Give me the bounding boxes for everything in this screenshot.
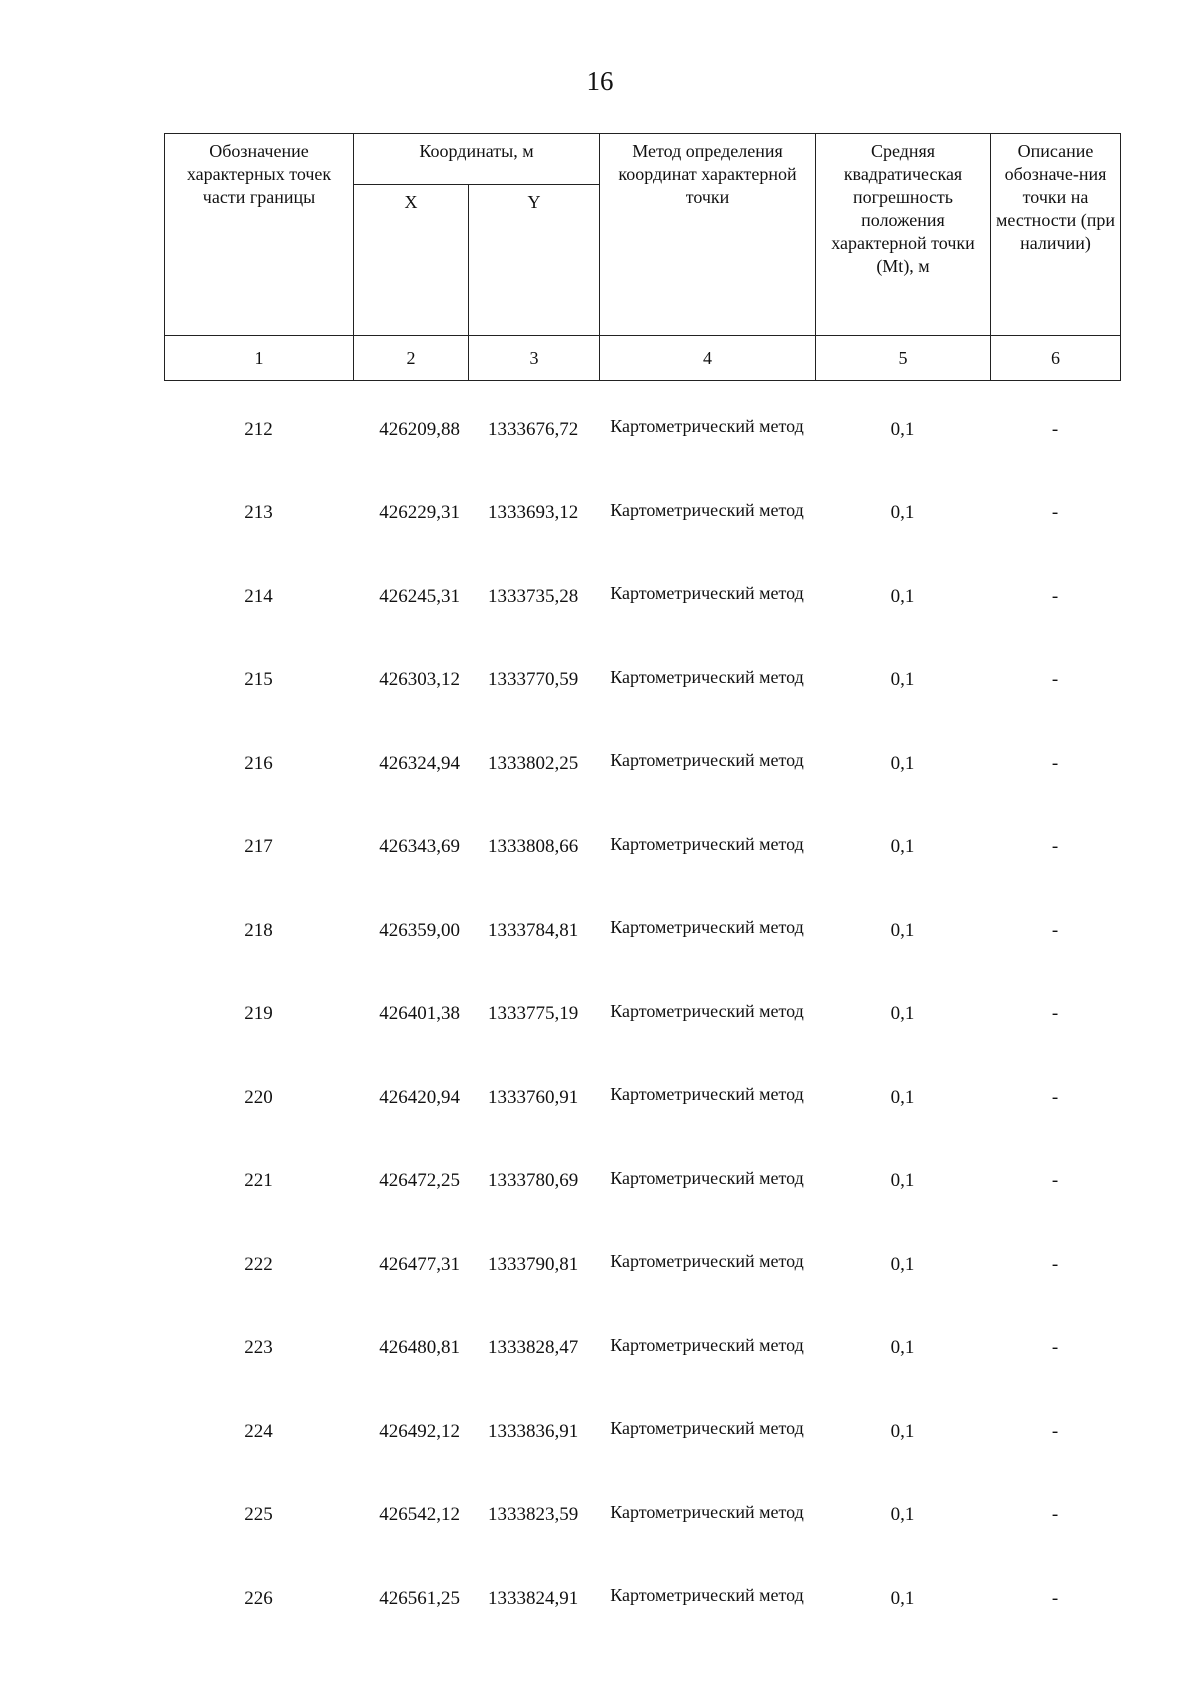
y-cell: 1333770,59 xyxy=(488,669,579,691)
y-cell: 1333790,81 xyxy=(488,1253,579,1275)
description-cell: - xyxy=(1051,1253,1059,1275)
header-y: Y xyxy=(469,185,600,336)
description-cell: - xyxy=(1051,1086,1059,1108)
error-cell: 0,1 xyxy=(890,1420,915,1442)
y-cell: 1333802,25 xyxy=(488,752,579,774)
y-cell: 1333780,69 xyxy=(488,1170,579,1192)
header-description: Описание обозначе-ния точки на местности (при наличии) xyxy=(991,134,1121,336)
x-cell: 426324,94 xyxy=(379,752,460,774)
method-cell: Картометрический метод xyxy=(610,1418,804,1439)
header-point-designation: Обозначение характерных точек части границы xyxy=(165,134,354,336)
x-cell: 426480,81 xyxy=(379,1337,460,1359)
method-cell: Картометрический метод xyxy=(610,1084,804,1105)
y-cell: 1333824,91 xyxy=(488,1587,579,1609)
header-method: Метод определения координат характерной точки xyxy=(600,134,816,336)
error-cell: 0,1 xyxy=(890,669,915,691)
method-cell: Картометрический метод xyxy=(610,1585,804,1606)
description-cell: - xyxy=(1051,836,1059,858)
x-cell: 426561,25 xyxy=(379,1587,460,1609)
table-row xyxy=(164,472,1120,556)
method-cell: Картометрический метод xyxy=(610,833,804,854)
header-number: 4 xyxy=(600,336,816,381)
method-cell: Картометрический метод xyxy=(610,1501,804,1522)
table-row xyxy=(164,1474,1120,1558)
header-number: 3 xyxy=(469,336,600,381)
description-cell: - xyxy=(1051,1504,1059,1526)
error-cell: 0,1 xyxy=(890,1337,915,1359)
error-cell: 0,1 xyxy=(890,919,915,941)
table-row xyxy=(164,1307,1120,1391)
point-cell: 219 xyxy=(244,1003,273,1025)
method-cell: Картометрический метод xyxy=(610,917,804,938)
point-cell: 225 xyxy=(244,1504,273,1526)
method-cell: Картометрический метод xyxy=(610,416,804,437)
method-cell: Картометрический метод xyxy=(610,1000,804,1021)
header-number: 2 xyxy=(354,336,469,381)
error-cell: 0,1 xyxy=(890,585,915,607)
description-cell: - xyxy=(1051,1337,1059,1359)
error-cell: 0,1 xyxy=(890,1086,915,1108)
point-cell: 222 xyxy=(244,1253,273,1275)
method-cell: Картометрический метод xyxy=(610,583,804,604)
x-cell: 426209,88 xyxy=(379,418,460,440)
point-cell: 218 xyxy=(244,919,273,941)
x-cell: 426420,94 xyxy=(379,1086,460,1108)
table-row xyxy=(164,639,1120,723)
error-cell: 0,1 xyxy=(890,418,915,440)
y-cell: 1333693,12 xyxy=(488,502,579,524)
x-cell: 426492,12 xyxy=(379,1420,460,1442)
table-row xyxy=(164,388,1120,472)
header-number: 5 xyxy=(816,336,991,381)
method-cell: Картометрический метод xyxy=(610,1334,804,1355)
point-cell: 226 xyxy=(244,1587,273,1609)
table-header xyxy=(164,133,1121,381)
point-cell: 213 xyxy=(244,502,273,524)
point-cell: 214 xyxy=(244,585,273,607)
error-cell: 0,1 xyxy=(890,1170,915,1192)
point-cell: 223 xyxy=(244,1337,273,1359)
description-cell: - xyxy=(1051,418,1059,440)
header-error: Средняя квадратическая погрешность положения характерной точки (Mt), м xyxy=(816,134,991,336)
header-number: 1 xyxy=(165,336,354,381)
description-cell: - xyxy=(1051,1003,1059,1025)
description-cell: - xyxy=(1051,669,1059,691)
x-cell: 426229,31 xyxy=(379,502,460,524)
error-cell: 0,1 xyxy=(890,502,915,524)
x-cell: 426303,12 xyxy=(379,669,460,691)
table-row xyxy=(164,806,1120,890)
point-cell: 215 xyxy=(244,669,273,691)
x-cell: 426401,38 xyxy=(379,1003,460,1025)
x-cell: 426477,31 xyxy=(379,1253,460,1275)
x-cell: 426359,00 xyxy=(379,919,460,941)
table-row xyxy=(164,1390,1120,1474)
y-cell: 1333823,59 xyxy=(488,1504,579,1526)
method-cell: Картометрический метод xyxy=(610,1167,804,1188)
description-cell: - xyxy=(1051,752,1059,774)
table-row xyxy=(164,889,1120,973)
y-cell: 1333775,19 xyxy=(488,1003,579,1025)
header-x: X xyxy=(354,185,469,336)
point-cell: 224 xyxy=(244,1420,273,1442)
y-cell: 1333828,47 xyxy=(488,1337,579,1359)
method-cell: Картометрический метод xyxy=(610,1251,804,1272)
header-coordinates: Координаты, м xyxy=(354,134,600,185)
point-cell: 216 xyxy=(244,752,273,774)
x-cell: 426245,31 xyxy=(379,585,460,607)
table-row xyxy=(164,555,1120,639)
coordinates-table xyxy=(164,388,1120,1641)
table-row xyxy=(164,1223,1120,1307)
error-cell: 0,1 xyxy=(890,1587,915,1609)
x-cell: 426472,25 xyxy=(379,1170,460,1192)
x-cell: 426343,69 xyxy=(379,836,460,858)
method-cell: Картометрический метод xyxy=(610,666,804,687)
description-cell: - xyxy=(1051,502,1059,524)
point-cell: 217 xyxy=(244,836,273,858)
y-cell: 1333676,72 xyxy=(488,418,579,440)
description-cell: - xyxy=(1051,919,1059,941)
error-cell: 0,1 xyxy=(890,836,915,858)
point-cell: 221 xyxy=(244,1170,273,1192)
error-cell: 0,1 xyxy=(890,752,915,774)
method-cell: Картометрический метод xyxy=(610,499,804,520)
x-cell: 426542,12 xyxy=(379,1504,460,1526)
error-cell: 0,1 xyxy=(890,1253,915,1275)
y-cell: 1333735,28 xyxy=(488,585,579,607)
description-cell: - xyxy=(1051,1420,1059,1442)
description-cell: - xyxy=(1051,585,1059,607)
error-cell: 0,1 xyxy=(890,1003,915,1025)
table-row xyxy=(164,1140,1120,1224)
table-row xyxy=(164,973,1120,1057)
error-cell: 0,1 xyxy=(890,1504,915,1526)
header-number: 6 xyxy=(991,336,1121,381)
y-cell: 1333836,91 xyxy=(488,1420,579,1442)
table-row xyxy=(164,1557,1120,1641)
description-cell: - xyxy=(1051,1587,1059,1609)
method-cell: Картометрический метод xyxy=(610,750,804,771)
y-cell: 1333760,91 xyxy=(488,1086,579,1108)
y-cell: 1333784,81 xyxy=(488,919,579,941)
point-cell: 212 xyxy=(244,418,273,440)
description-cell: - xyxy=(1051,1170,1059,1192)
point-cell: 220 xyxy=(244,1086,273,1108)
table-row xyxy=(164,722,1120,806)
page-number: 16 xyxy=(586,66,614,96)
table-row xyxy=(164,1056,1120,1140)
y-cell: 1333808,66 xyxy=(488,836,579,858)
